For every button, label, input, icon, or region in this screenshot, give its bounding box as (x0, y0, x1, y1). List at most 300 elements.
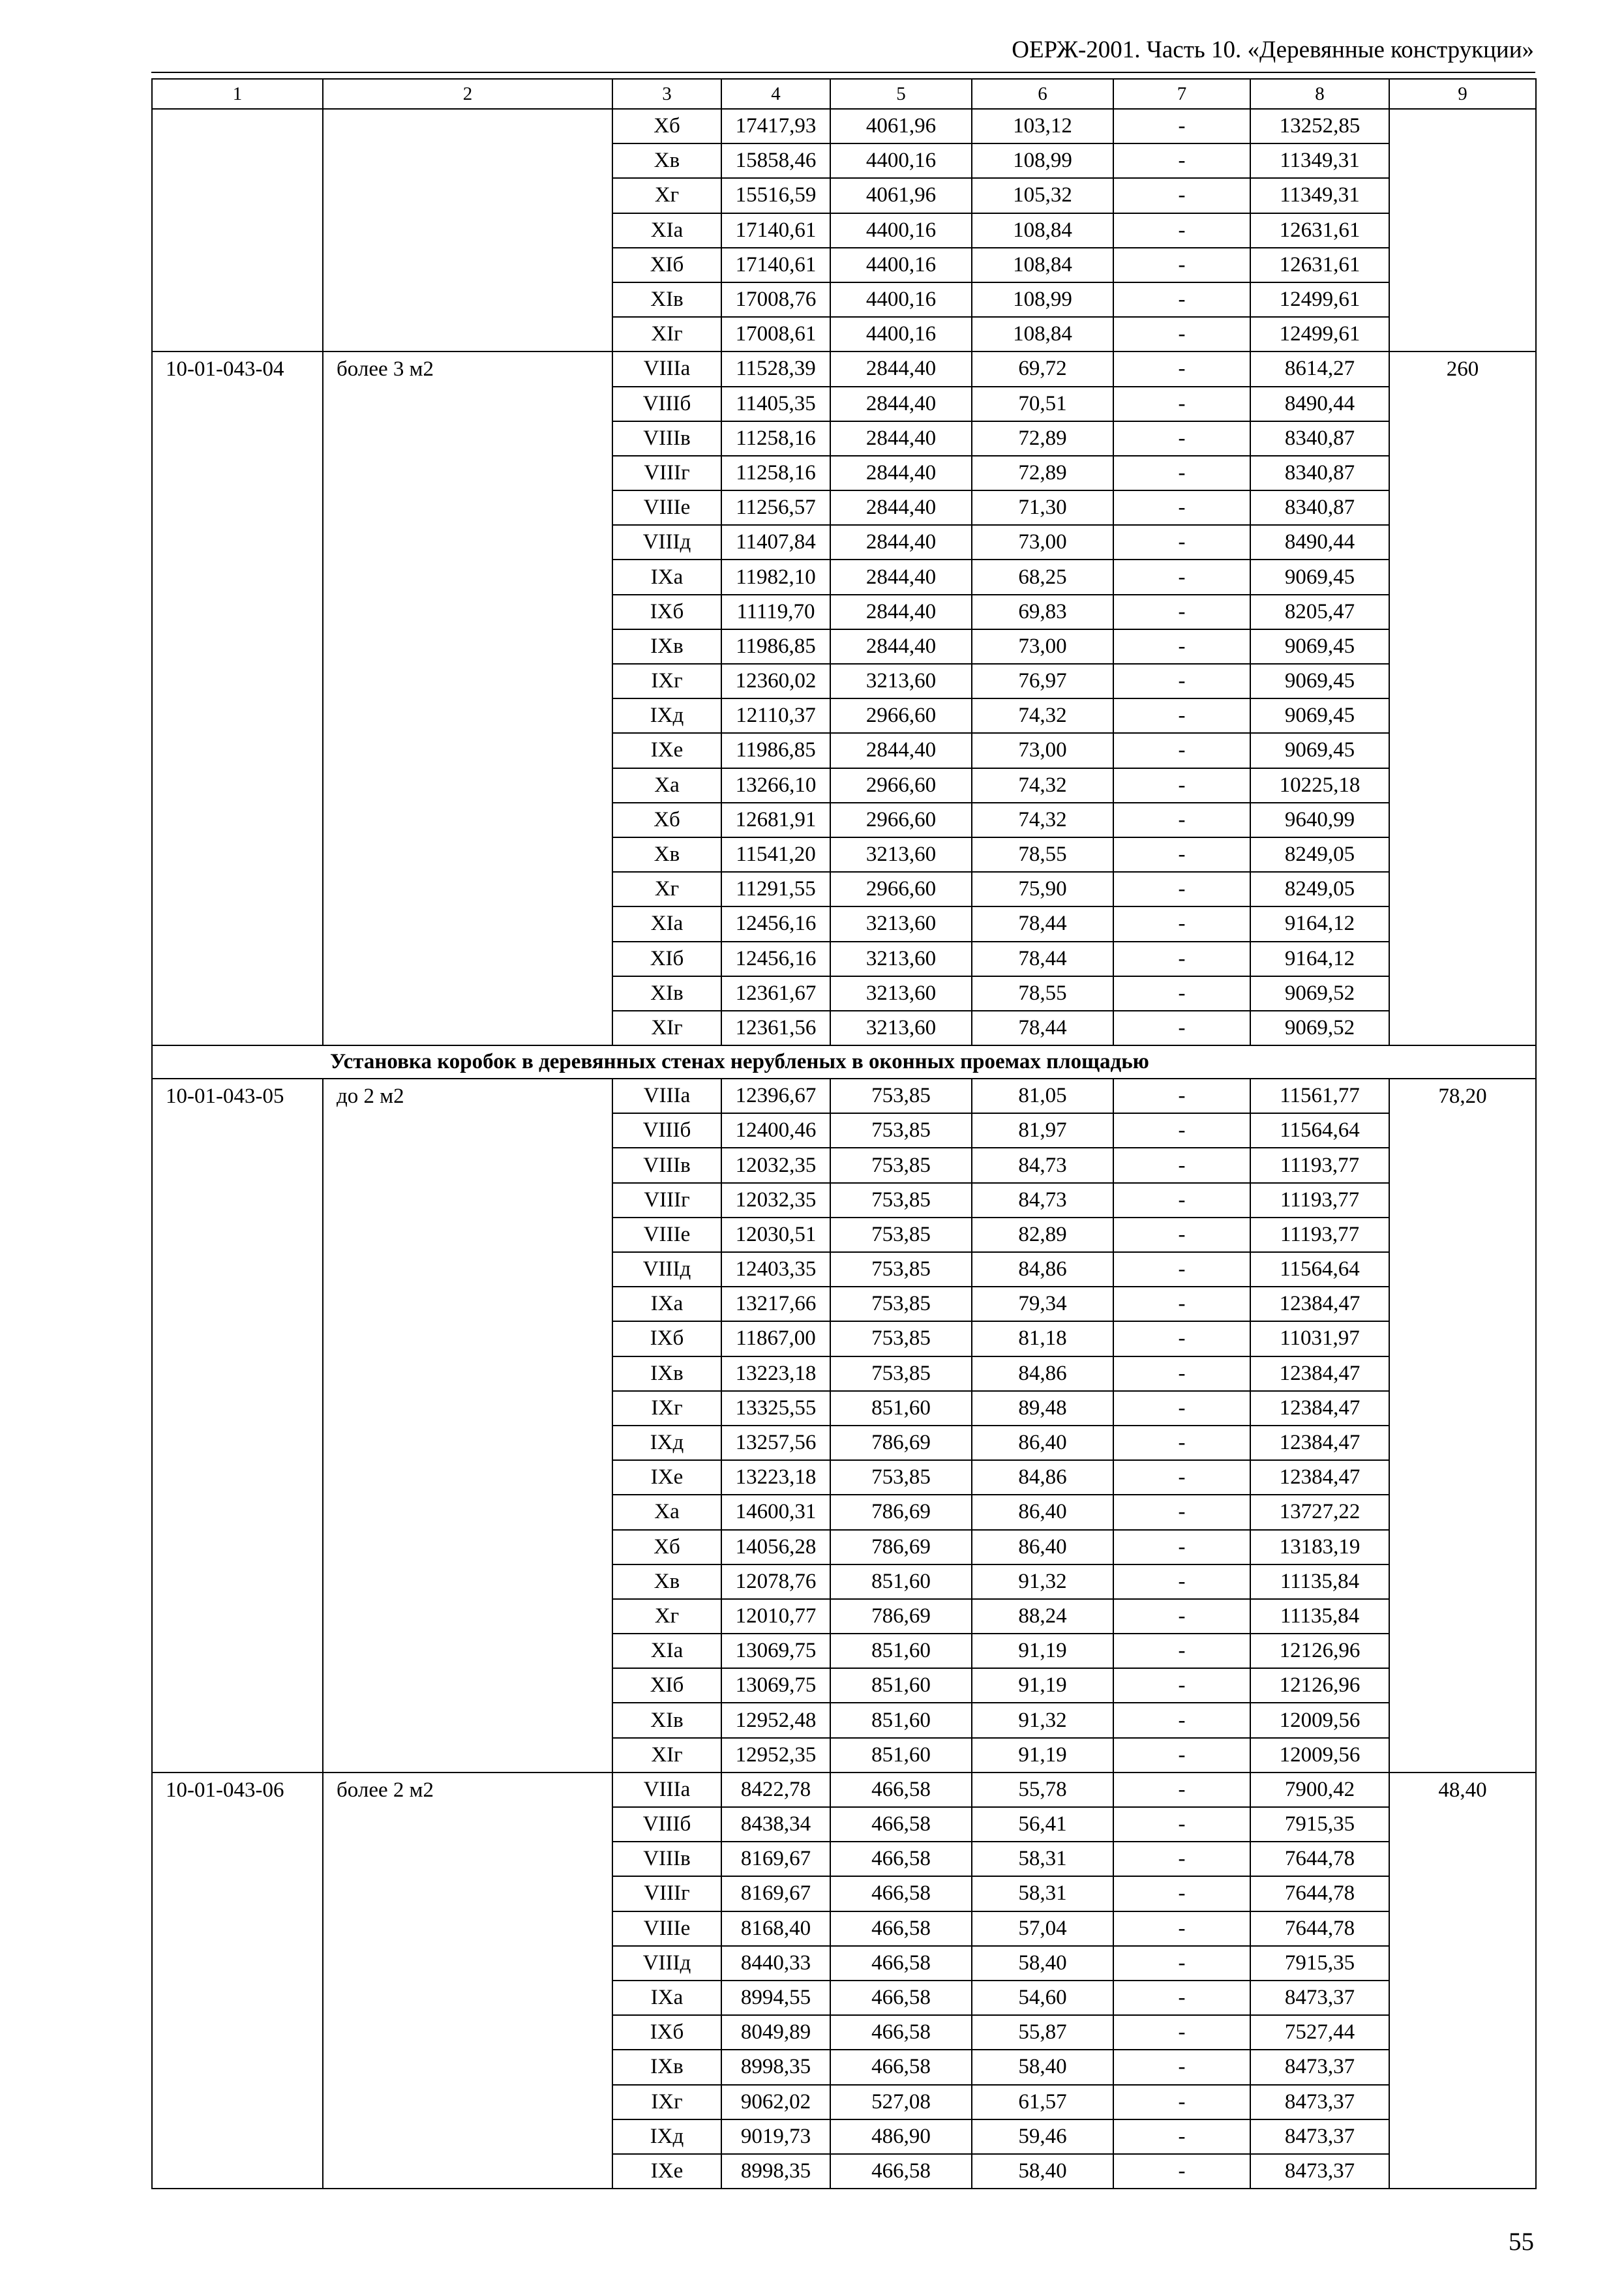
table-cell: IXд (612, 1426, 721, 1460)
table-cell: - (1113, 664, 1250, 698)
table-cell: 12400,46 (721, 1113, 830, 1148)
table-cell: 12631,61 (1250, 213, 1389, 248)
table-cell: 8340,87 (1250, 456, 1389, 490)
table-cell: 8249,05 (1250, 837, 1389, 872)
table-cell: 91,19 (972, 1634, 1113, 1668)
table-cell: 8998,35 (721, 2154, 830, 2189)
rate-code (152, 109, 323, 352)
table-cell: 2844,40 (830, 352, 972, 386)
table-cell: 9019,73 (721, 2119, 830, 2154)
column-header: 8 (1250, 79, 1389, 109)
table-cell: 10225,18 (1250, 768, 1389, 803)
table-cell: 8340,87 (1250, 421, 1389, 456)
table-body (152, 109, 1536, 2189)
table-cell: 3213,60 (830, 1011, 972, 1045)
table-cell: - (1113, 1773, 1250, 1807)
table-cell: 73,00 (972, 733, 1113, 768)
table-cell: 11349,31 (1250, 178, 1389, 213)
table-cell: 466,58 (830, 2015, 972, 2050)
table-cell: 56,41 (972, 1807, 1113, 1842)
rate-code: 10-01-043-06 (152, 1773, 323, 2189)
table-cell: 89,48 (972, 1391, 1113, 1426)
table-cell: 851,60 (830, 1634, 972, 1668)
table-cell: XIв (612, 1703, 721, 1737)
table-cell: 15516,59 (721, 178, 830, 213)
table-cell: 12032,35 (721, 1183, 830, 1218)
column-9-value: 48,40 (1389, 1773, 1536, 2189)
table-cell: 75,90 (972, 872, 1113, 906)
table-cell: - (1113, 1807, 1250, 1842)
table-cell: 2966,60 (830, 768, 972, 803)
table-cell: 11405,35 (721, 387, 830, 421)
table-cell: XIa (612, 1634, 721, 1668)
table-cell: 88,24 (972, 1599, 1113, 1634)
table-cell: IXв (612, 1356, 721, 1391)
table-cell: 12009,56 (1250, 1703, 1389, 1737)
table-cell: VIIIв (612, 1148, 721, 1182)
table-cell: 3213,60 (830, 664, 972, 698)
table-cell: 78,55 (972, 837, 1113, 872)
table-cell: 8473,37 (1250, 2050, 1389, 2084)
table-cell: 108,84 (972, 317, 1113, 352)
table-cell: - (1113, 872, 1250, 906)
table-cell: 9069,45 (1250, 629, 1389, 664)
table-cell: 8490,44 (1250, 387, 1389, 421)
table-cell: 12952,48 (721, 1703, 830, 1737)
table-cell: - (1113, 1252, 1250, 1287)
table-cell: - (1113, 248, 1250, 282)
table-cell: 12384,47 (1250, 1426, 1389, 1460)
table-cell: 4061,96 (830, 109, 972, 143)
table-cell: 8614,27 (1250, 352, 1389, 386)
table-cell: 84,86 (972, 1252, 1113, 1287)
table-cell: 12499,61 (1250, 317, 1389, 352)
table-cell: 12456,16 (721, 906, 830, 941)
table-cell: 753,85 (830, 1252, 972, 1287)
table-cell: 753,85 (830, 1356, 972, 1391)
table-cell: 12032,35 (721, 1148, 830, 1182)
table-cell: 9164,12 (1250, 906, 1389, 941)
table-cell: 74,32 (972, 698, 1113, 733)
table-cell: VIIIг (612, 1183, 721, 1218)
table-cell: 55,78 (972, 1773, 1113, 1807)
table-cell: 466,58 (830, 1773, 972, 1807)
table-cell: Xг (612, 872, 721, 906)
rate-code: 10-01-043-04 (152, 352, 323, 1045)
table-cell: 82,89 (972, 1218, 1113, 1252)
table-cell: 753,85 (830, 1218, 972, 1252)
table-cell: IXд (612, 2119, 721, 2154)
table-cell: 11986,85 (721, 733, 830, 768)
table-cell: 851,60 (830, 1668, 972, 1703)
table-cell: 4400,16 (830, 248, 972, 282)
table-cell: - (1113, 1946, 1250, 1981)
table-cell: - (1113, 1011, 1250, 1045)
table-cell: 69,72 (972, 352, 1113, 386)
table-cell: IXa (612, 560, 721, 594)
table-cell: 11541,20 (721, 837, 830, 872)
table-cell: - (1113, 768, 1250, 803)
table-cell: 59,46 (972, 2119, 1113, 2154)
table-cell: IXб (612, 2015, 721, 2050)
table-cell: 753,85 (830, 1460, 972, 1495)
table-cell: 9069,52 (1250, 976, 1389, 1011)
table-cell: 11258,16 (721, 421, 830, 456)
table-cell: - (1113, 317, 1250, 352)
table-cell: VIIIa (612, 1773, 721, 1807)
table-cell: IXe (612, 2154, 721, 2189)
table-cell: 69,83 (972, 595, 1113, 629)
table-cell: XIг (612, 317, 721, 352)
table-cell: 12499,61 (1250, 282, 1389, 317)
table-cell: Xa (612, 1495, 721, 1529)
table-cell: 9069,45 (1250, 664, 1389, 698)
table-cell: - (1113, 976, 1250, 1011)
table-cell: XIб (612, 942, 721, 976)
table-cell: 84,86 (972, 1460, 1113, 1495)
table-cell: 12952,35 (721, 1738, 830, 1773)
table-cell: 8168,40 (721, 1911, 830, 1946)
table-cell: IXб (612, 595, 721, 629)
table-cell: 11193,77 (1250, 1148, 1389, 1182)
table-cell: - (1113, 1842, 1250, 1876)
table-cell: 3213,60 (830, 906, 972, 941)
table-cell: 11291,55 (721, 872, 830, 906)
table-cell: 2844,40 (830, 456, 972, 490)
section-title: Установка коробок в деревянных стенах нерубленых в оконных проемах площадью (152, 1045, 1536, 1079)
table-cell: 4400,16 (830, 143, 972, 178)
table-cell: IXд (612, 698, 721, 733)
table-cell: 11193,77 (1250, 1218, 1389, 1252)
table-cell: 9062,02 (721, 2085, 830, 2119)
table-cell: IXб (612, 1321, 721, 1356)
table-cell: 13252,85 (1250, 109, 1389, 143)
table-cell: 17140,61 (721, 248, 830, 282)
table-cell: IXe (612, 1460, 721, 1495)
table-cell: 4061,96 (830, 178, 972, 213)
table-cell: IXa (612, 1287, 721, 1321)
table-cell: 11561,77 (1250, 1079, 1389, 1113)
table-cell: - (1113, 1911, 1250, 1946)
table-cell: - (1113, 1703, 1250, 1737)
table-cell: 13223,18 (721, 1356, 830, 1391)
table-cell: 17008,61 (721, 317, 830, 352)
section-title-row (152, 1045, 1536, 1079)
table-cell: 466,58 (830, 1842, 972, 1876)
table-cell: 11135,84 (1250, 1564, 1389, 1599)
table-cell: 11135,84 (1250, 1599, 1389, 1634)
table-cell: 12384,47 (1250, 1356, 1389, 1391)
table-cell: IXe (612, 733, 721, 768)
table-cell: 74,32 (972, 768, 1113, 803)
table-cell: - (1113, 803, 1250, 837)
table-cell: 12456,16 (721, 942, 830, 976)
column-header: 3 (612, 79, 721, 109)
table-cell: 8994,55 (721, 1981, 830, 2015)
column-number-row (152, 79, 1536, 109)
table-cell: 12126,96 (1250, 1668, 1389, 1703)
table-cell: 57,04 (972, 1911, 1113, 1946)
rate-name: до 2 м2 (323, 1079, 612, 1773)
table-cell: 9069,45 (1250, 560, 1389, 594)
table-cell: 7644,78 (1250, 1911, 1389, 1946)
table-cell: 58,31 (972, 1842, 1113, 1876)
table-cell: 13257,56 (721, 1426, 830, 1460)
table-cell: 12030,51 (721, 1218, 830, 1252)
rates-table (151, 78, 1537, 2189)
table-cell: 108,99 (972, 143, 1113, 178)
table-cell: 8473,37 (1250, 2154, 1389, 2189)
table-cell: 11564,64 (1250, 1113, 1389, 1148)
table-cell: 8438,34 (721, 1807, 830, 1842)
table-cell: VIIIв (612, 1842, 721, 1876)
table-cell: - (1113, 525, 1250, 560)
table-cell: 8340,87 (1250, 490, 1389, 525)
table-cell: VIIIд (612, 1252, 721, 1287)
table-cell: - (1113, 2154, 1250, 2189)
table-cell: Xб (612, 803, 721, 837)
table-cell: 11986,85 (721, 629, 830, 664)
table-cell: 11349,31 (1250, 143, 1389, 178)
table-cell: 9069,45 (1250, 698, 1389, 733)
table-cell: 11407,84 (721, 525, 830, 560)
table-cell: 8249,05 (1250, 872, 1389, 906)
table-cell: - (1113, 1391, 1250, 1426)
table-cell: - (1113, 1738, 1250, 1773)
table-cell: 72,89 (972, 456, 1113, 490)
table-cell: - (1113, 1564, 1250, 1599)
page-number: 55 (1509, 2228, 1534, 2256)
table-cell: 108,84 (972, 248, 1113, 282)
table-cell: XIa (612, 213, 721, 248)
column-header: 4 (721, 79, 830, 109)
table-cell: 78,44 (972, 1011, 1113, 1045)
table-cell: 8473,37 (1250, 2119, 1389, 2154)
table-cell: 11258,16 (721, 456, 830, 490)
table-cell: 12384,47 (1250, 1460, 1389, 1495)
table-cell: 79,34 (972, 1287, 1113, 1321)
table-cell: XIг (612, 1011, 721, 1045)
table-cell: XIб (612, 248, 721, 282)
table-cell: 13727,22 (1250, 1495, 1389, 1529)
table-cell: 8998,35 (721, 2050, 830, 2084)
table-cell: 2844,40 (830, 525, 972, 560)
table-cell: 12009,56 (1250, 1738, 1389, 1773)
table-cell: - (1113, 1634, 1250, 1668)
table-cell: 81,97 (972, 1113, 1113, 1148)
table-cell: 61,57 (972, 2085, 1113, 2119)
table-cell: - (1113, 490, 1250, 525)
table-cell: 9069,52 (1250, 1011, 1389, 1045)
table-cell: 76,97 (972, 664, 1113, 698)
table-cell: 84,73 (972, 1148, 1113, 1182)
table-cell: 753,85 (830, 1079, 972, 1113)
table-cell: - (1113, 595, 1250, 629)
table-cell: 13325,55 (721, 1391, 830, 1426)
table-cell: 74,32 (972, 803, 1113, 837)
table-cell: 81,05 (972, 1079, 1113, 1113)
table-cell: 7644,78 (1250, 1876, 1389, 1911)
table-cell: - (1113, 1321, 1250, 1356)
table-cell: 2844,40 (830, 595, 972, 629)
table-cell: 12384,47 (1250, 1287, 1389, 1321)
table-cell: 8049,89 (721, 2015, 830, 2050)
table-cell: 84,73 (972, 1183, 1113, 1218)
table-cell: - (1113, 1183, 1250, 1218)
table-cell: VIIIд (612, 1946, 721, 1981)
table-cell: 8205,47 (1250, 595, 1389, 629)
table-cell: IXг (612, 2085, 721, 2119)
table-cell: - (1113, 1287, 1250, 1321)
rate-name: более 3 м2 (323, 352, 612, 1045)
table-cell: 7644,78 (1250, 1842, 1389, 1876)
table-cell: 58,31 (972, 1876, 1113, 1911)
table-cell: VIIIe (612, 1911, 721, 1946)
table-cell: 786,69 (830, 1426, 972, 1460)
table-cell: 71,30 (972, 490, 1113, 525)
table-cell: 54,60 (972, 1981, 1113, 2015)
table-cell: 8440,33 (721, 1946, 830, 1981)
table-cell: Xв (612, 143, 721, 178)
table-cell: VIIIг (612, 1876, 721, 1911)
table-cell: 55,87 (972, 2015, 1113, 2050)
table-cell: VIIIe (612, 1218, 721, 1252)
table-cell: XIг (612, 1738, 721, 1773)
table-cell: 7915,35 (1250, 1946, 1389, 1981)
table-cell: 11119,70 (721, 595, 830, 629)
table-cell: 786,69 (830, 1530, 972, 1564)
column-header: 5 (830, 79, 972, 109)
table-cell: 851,60 (830, 1738, 972, 1773)
column-header: 1 (152, 79, 323, 109)
table-cell: 12360,02 (721, 664, 830, 698)
table-cell: - (1113, 282, 1250, 317)
table-cell: 466,58 (830, 1807, 972, 1842)
table-cell: - (1113, 2050, 1250, 2084)
table-cell: 103,12 (972, 109, 1113, 143)
table-cell: 12403,35 (721, 1252, 830, 1287)
table-cell: 12631,61 (1250, 248, 1389, 282)
table-cell: - (1113, 1113, 1250, 1148)
table-cell: 105,32 (972, 178, 1113, 213)
table-cell: 91,32 (972, 1564, 1113, 1599)
table-cell: 753,85 (830, 1183, 972, 1218)
table-cell: 58,40 (972, 1946, 1113, 1981)
table-cell: 86,40 (972, 1426, 1113, 1460)
table-cell: 2966,60 (830, 698, 972, 733)
table-cell: 13266,10 (721, 768, 830, 803)
table-cell: 14056,28 (721, 1530, 830, 1564)
table-cell: 486,90 (830, 2119, 972, 2154)
table-cell: 8169,67 (721, 1842, 830, 1876)
table-cell: - (1113, 906, 1250, 941)
table-cell: 753,85 (830, 1321, 972, 1356)
table-cell: 8490,44 (1250, 525, 1389, 560)
table-cell: VIIIб (612, 387, 721, 421)
column-9-value: 260 (1389, 352, 1536, 1045)
table-cell: 7527,44 (1250, 2015, 1389, 2050)
column-header: 6 (972, 79, 1113, 109)
table-cell: 466,58 (830, 1876, 972, 1911)
table-cell: - (1113, 2119, 1250, 2154)
table-cell: 72,89 (972, 421, 1113, 456)
table-cell: 17140,61 (721, 213, 830, 248)
table-cell: 8422,78 (721, 1773, 830, 1807)
table-cell: 786,69 (830, 1599, 972, 1634)
table-cell: 11193,77 (1250, 1183, 1389, 1218)
table-cell: Xг (612, 1599, 721, 1634)
table-cell: - (1113, 143, 1250, 178)
table-cell: - (1113, 1460, 1250, 1495)
table-row (152, 109, 1536, 143)
table-cell: 4400,16 (830, 282, 972, 317)
table-cell: 12384,47 (1250, 1391, 1389, 1426)
table-cell: 12361,56 (721, 1011, 830, 1045)
table-cell: 2844,40 (830, 490, 972, 525)
table-cell: Xг (612, 178, 721, 213)
table-cell: VIIIг (612, 456, 721, 490)
table-cell: 2966,60 (830, 872, 972, 906)
table-cell: XIв (612, 282, 721, 317)
table-cell: 81,18 (972, 1321, 1113, 1356)
table-cell: IXa (612, 1981, 721, 2015)
table-cell: - (1113, 1495, 1250, 1529)
table-cell: 466,58 (830, 2154, 972, 2189)
table-cell: IXг (612, 1391, 721, 1426)
table-cell: IXв (612, 2050, 721, 2084)
table-cell: VIIIд (612, 525, 721, 560)
table-cell: 12361,67 (721, 976, 830, 1011)
table-cell: - (1113, 1599, 1250, 1634)
table-cell: 466,58 (830, 2050, 972, 2084)
table-cell: 17008,76 (721, 282, 830, 317)
header-rule (151, 72, 1535, 73)
table-row (152, 1079, 1536, 1113)
table-cell: 466,58 (830, 1946, 972, 1981)
table-cell: 11031,97 (1250, 1321, 1389, 1356)
table-cell: 2844,40 (830, 421, 972, 456)
table-cell: 11867,00 (721, 1321, 830, 1356)
table-cell: 2844,40 (830, 733, 972, 768)
page-header-title: ОЕРЖ-2001. Часть 10. «Деревянные конструкции» (1012, 37, 1534, 63)
table-cell: 17417,93 (721, 109, 830, 143)
rate-code: 10-01-043-05 (152, 1079, 323, 1773)
table-cell: - (1113, 1876, 1250, 1911)
table-cell: 73,00 (972, 629, 1113, 664)
table-cell: 13069,75 (721, 1634, 830, 1668)
table-cell: 851,60 (830, 1703, 972, 1737)
table-cell: 13069,75 (721, 1668, 830, 1703)
table-cell: 2966,60 (830, 803, 972, 837)
table-cell: IXв (612, 629, 721, 664)
table-cell: VIIIa (612, 1079, 721, 1113)
table-cell: 12126,96 (1250, 1634, 1389, 1668)
table-cell: VIIIб (612, 1807, 721, 1842)
table-cell: 851,60 (830, 1564, 972, 1599)
table-cell: - (1113, 1426, 1250, 1460)
table-cell: 4400,16 (830, 317, 972, 352)
table-cell: 4400,16 (830, 213, 972, 248)
table-cell: - (1113, 1148, 1250, 1182)
table-cell: 11564,64 (1250, 1252, 1389, 1287)
table-cell: 12010,77 (721, 1599, 830, 1634)
table-cell: 15858,46 (721, 143, 830, 178)
column-9-value (1389, 109, 1536, 352)
table-cell: 2844,40 (830, 387, 972, 421)
table-cell: - (1113, 733, 1250, 768)
table-cell: XIв (612, 976, 721, 1011)
table-cell: 786,69 (830, 1495, 972, 1529)
